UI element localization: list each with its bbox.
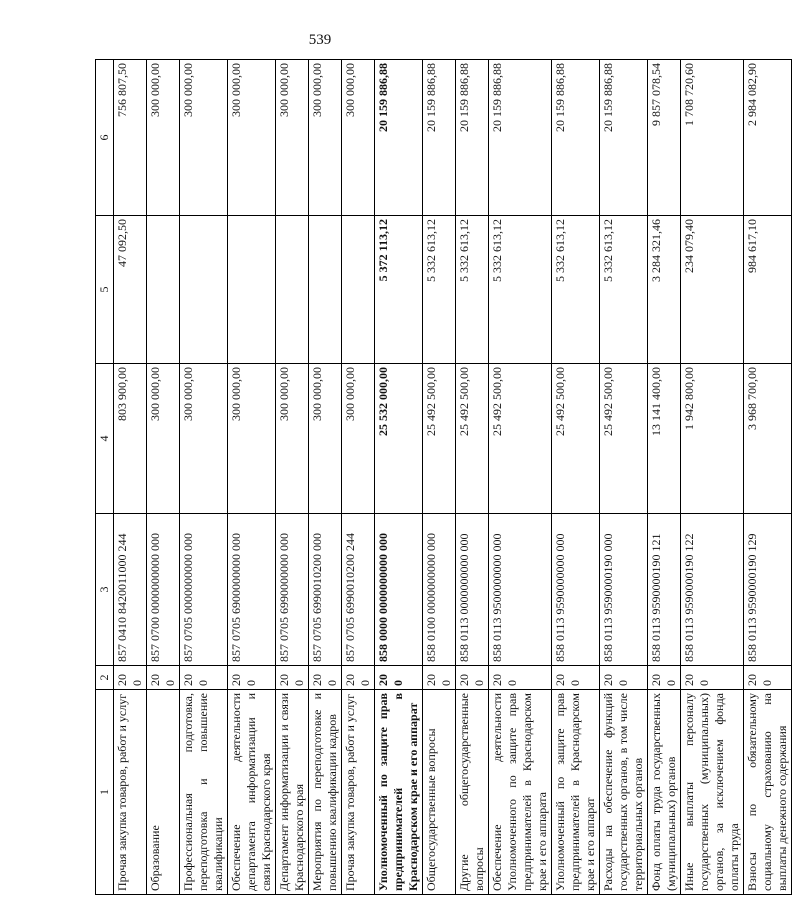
name-cell: Прочая закупка товаров, работ и услуг <box>114 690 147 895</box>
table-row <box>228 60 276 895</box>
name-cell: Иные выплаты персоналу государственных (муниципальных) органов, за исключением фонда оплаты труда <box>681 690 744 895</box>
remaining-amount-cell: 1 708 720,60 <box>681 60 744 216</box>
table-row <box>114 60 147 895</box>
executed-amount-cell: 234 079,40 <box>681 216 744 364</box>
rotated-table-wrapper <box>95 60 789 895</box>
header-cell: 3 <box>96 514 114 666</box>
executed-amount-cell <box>180 216 228 364</box>
classification-code-cell: 857 0705 6990000000 000 <box>276 514 309 666</box>
executed-amount-cell: 5 332 613,12 <box>423 216 456 364</box>
executed-amount-cell: 5 332 613,12 <box>600 216 648 364</box>
code-cell: 200 <box>375 666 423 690</box>
approved-amount-cell: 1 942 800,00 <box>681 364 744 514</box>
name-cell: Взносы по обязательному социальному страхованию на выплаты денежного содержания <box>744 690 792 895</box>
remaining-amount-cell: 20 159 886,88 <box>552 60 600 216</box>
remaining-amount-cell: 300 000,00 <box>147 60 180 216</box>
approved-amount-cell: 25 492 500,00 <box>456 364 489 514</box>
name-cell: Департамент информатизации и связи Краснодарского края <box>276 690 309 895</box>
approved-amount-cell: 25 492 500,00 <box>423 364 456 514</box>
header-cell: 2 <box>96 666 114 690</box>
classification-code-cell: 858 0113 0000000000 000 <box>456 514 489 666</box>
code-cell: 200 <box>342 666 375 690</box>
remaining-amount-cell: 9 857 078,54 <box>648 60 681 216</box>
classification-code-cell: 858 0113 9590000190 122 <box>681 514 744 666</box>
header-cell: 6 <box>96 60 114 216</box>
table-row <box>648 60 681 895</box>
table-row <box>681 60 744 895</box>
classification-code-cell: 858 0113 9590000000 000 <box>552 514 600 666</box>
name-cell: Другие общегосударственные вопросы <box>456 690 489 895</box>
executed-amount-cell: 47 092,50 <box>114 216 147 364</box>
classification-code-cell: 858 0113 9590000190 000 <box>600 514 648 666</box>
table-row <box>552 60 600 895</box>
remaining-amount-cell: 300 000,00 <box>342 60 375 216</box>
executed-amount-cell: 984 617,10 <box>744 216 792 364</box>
executed-amount-cell: 5 332 613,12 <box>456 216 489 364</box>
approved-amount-cell: 300 000,00 <box>228 364 276 514</box>
code-cell: 200 <box>489 666 552 690</box>
table-row <box>375 60 423 895</box>
name-cell: Прочая закупка товаров, работ и услуг <box>342 690 375 895</box>
name-cell: Профессиональная подготовка, переподготовка и повышение квалификации <box>180 690 228 895</box>
code-cell: 200 <box>744 666 792 690</box>
name-cell: Образование <box>147 690 180 895</box>
remaining-amount-cell: 20 159 886,88 <box>456 60 489 216</box>
approved-amount-cell: 25 492 500,00 <box>600 364 648 514</box>
name-cell: Обеспечение деятельности Уполномоченного по защите прав предпринимателей в Краснодарском крае и его аппарата <box>489 690 552 895</box>
approved-amount-cell: 25 492 500,00 <box>489 364 552 514</box>
classification-code-cell: 857 0705 6990010200 244 <box>342 514 375 666</box>
table-row <box>600 60 648 895</box>
page-number: 539 <box>308 32 332 48</box>
executed-amount-cell: 5 332 613,12 <box>552 216 600 364</box>
name-cell: Уполномоченный по защите прав предпринимателей в Краснодарском крае и его аппарат <box>375 690 423 895</box>
classification-code-cell: 857 0705 6900000000 000 <box>228 514 276 666</box>
header-cell: 1 <box>96 690 114 895</box>
remaining-amount-cell: 20 159 886,88 <box>423 60 456 216</box>
code-cell: 200 <box>681 666 744 690</box>
name-cell: Расходы на обеспечение функций государственных органов, в том числе территориальных органов <box>600 690 648 895</box>
code-cell: 200 <box>423 666 456 690</box>
executed-amount-cell <box>276 216 309 364</box>
table-row <box>180 60 228 895</box>
budget-table <box>95 59 792 895</box>
code-cell: 200 <box>648 666 681 690</box>
code-cell: 200 <box>180 666 228 690</box>
executed-amount-cell <box>228 216 276 364</box>
executed-amount-cell: 5 372 113,12 <box>375 216 423 364</box>
remaining-amount-cell: 756 807,50 <box>114 60 147 216</box>
remaining-amount-cell: 300 000,00 <box>276 60 309 216</box>
table-row <box>744 60 792 895</box>
remaining-amount-cell: 20 159 886,88 <box>489 60 552 216</box>
approved-amount-cell: 25 492 500,00 <box>552 364 600 514</box>
approved-amount-cell: 300 000,00 <box>309 364 342 514</box>
approved-amount-cell: 300 000,00 <box>342 364 375 514</box>
code-cell: 200 <box>276 666 309 690</box>
name-cell: Фонд оплаты труда государственных (муниципальных) органов <box>648 690 681 895</box>
name-cell: Обеспечение деятельности департамента информатизации и связи Краснодарского края <box>228 690 276 895</box>
remaining-amount-cell: 300 000,00 <box>180 60 228 216</box>
approved-amount-cell: 3 968 700,00 <box>744 364 792 514</box>
classification-code-cell: 858 0000 0000000000 000 <box>375 514 423 666</box>
approved-amount-cell: 803 900,00 <box>114 364 147 514</box>
classification-code-cell: 857 0700 0000000000 000 <box>147 514 180 666</box>
code-cell: 200 <box>147 666 180 690</box>
header-cell: 4 <box>96 364 114 514</box>
executed-amount-cell <box>309 216 342 364</box>
executed-amount-cell <box>342 216 375 364</box>
approved-amount-cell: 300 000,00 <box>147 364 180 514</box>
code-cell: 200 <box>456 666 489 690</box>
remaining-amount-cell: 20 159 886,88 <box>600 60 648 216</box>
header-cell: 5 <box>96 216 114 364</box>
table-body <box>114 60 792 895</box>
header-row <box>96 60 114 895</box>
table-row <box>309 60 342 895</box>
code-cell: 200 <box>228 666 276 690</box>
classification-code-cell: 858 0113 9590000190 129 <box>744 514 792 666</box>
code-cell: 200 <box>600 666 648 690</box>
executed-amount-cell <box>147 216 180 364</box>
classification-code-cell: 857 0410 8420011000 244 <box>114 514 147 666</box>
code-cell: 200 <box>114 666 147 690</box>
classification-code-cell: 858 0100 0000000000 000 <box>423 514 456 666</box>
code-cell: 200 <box>309 666 342 690</box>
classification-code-cell: 858 0113 9500000000 000 <box>489 514 552 666</box>
executed-amount-cell: 5 332 613,12 <box>489 216 552 364</box>
classification-code-cell: 857 0705 6990010200 000 <box>309 514 342 666</box>
approved-amount-cell: 25 532 000,00 <box>375 364 423 514</box>
table-row <box>489 60 552 895</box>
remaining-amount-cell: 20 159 886,88 <box>375 60 423 216</box>
name-cell: Мероприятия по переподготовке и повышению квалификации кадров <box>309 690 342 895</box>
name-cell: Уполномоченный по защите прав предпринимателей в Краснодарском крае и его аппарат <box>552 690 600 895</box>
classification-code-cell: 858 0113 9590000190 121 <box>648 514 681 666</box>
classification-code-cell: 857 0705 0000000000 000 <box>180 514 228 666</box>
table-row <box>276 60 309 895</box>
approved-amount-cell: 300 000,00 <box>276 364 309 514</box>
remaining-amount-cell: 300 000,00 <box>309 60 342 216</box>
code-cell: 200 <box>552 666 600 690</box>
executed-amount-cell: 3 284 321,46 <box>648 216 681 364</box>
table-row <box>147 60 180 895</box>
approved-amount-cell: 300 000,00 <box>180 364 228 514</box>
table-row <box>456 60 489 895</box>
name-cell: Общегосударственные вопросы <box>423 690 456 895</box>
table-row <box>342 60 375 895</box>
remaining-amount-cell: 300 000,00 <box>228 60 276 216</box>
table-row <box>423 60 456 895</box>
approved-amount-cell: 13 141 400,00 <box>648 364 681 514</box>
remaining-amount-cell: 2 984 082,90 <box>744 60 792 216</box>
